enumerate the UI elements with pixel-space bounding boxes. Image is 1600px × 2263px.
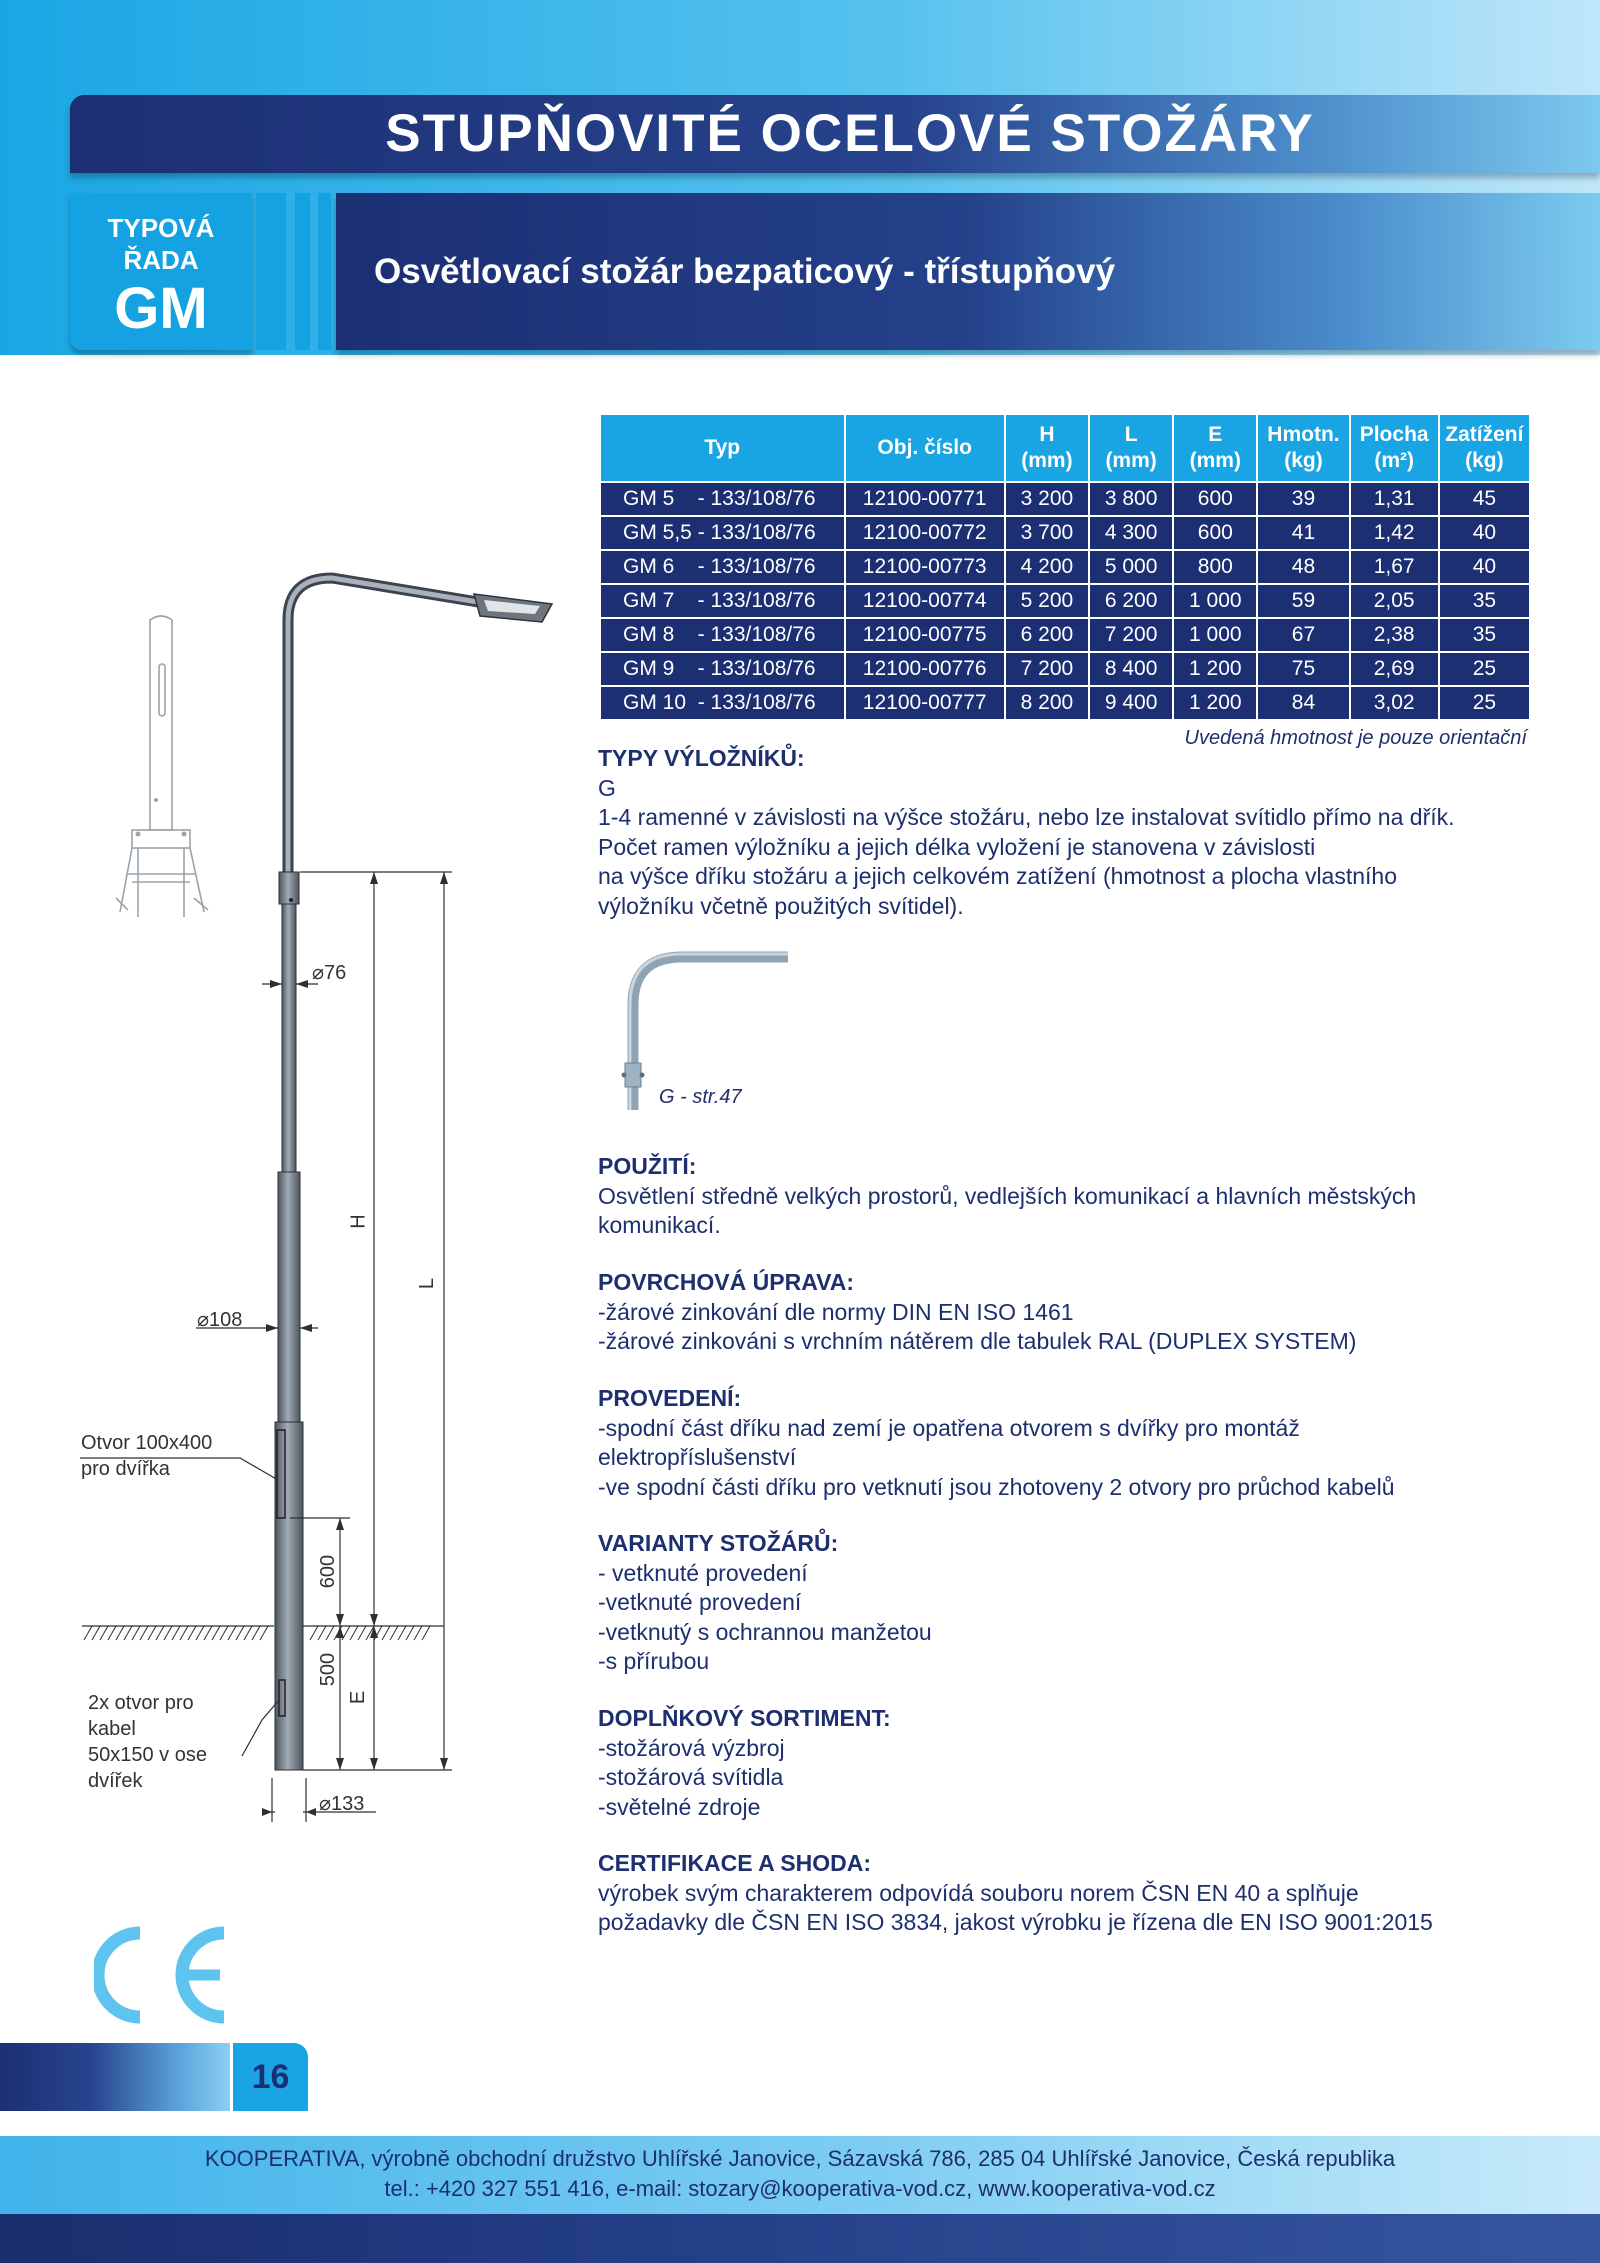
table-row <box>600 550 1530 584</box>
table-row <box>600 686 1530 720</box>
cell-obj-cislo: 12100-00777 <box>845 686 1005 720</box>
cable-holes-label-line2: kabel <box>88 1718 136 1740</box>
cell-hmotnost: 48 <box>1257 550 1349 584</box>
cell-h: 8 200 <box>1005 686 1089 720</box>
cell-l: 9 400 <box>1089 686 1173 720</box>
table-row <box>600 482 1530 516</box>
door-opening-label-line1: Otvor 100x400 <box>81 1432 213 1454</box>
cell-zatizeni: 40 <box>1439 550 1530 584</box>
footer <box>0 2136 1600 2214</box>
cell-h: 7 200 <box>1005 652 1089 686</box>
cell-obj-cislo: 12100-00772 <box>845 516 1005 550</box>
section-line: Osvětlení středně velkých prostorů, vedlejších komunikací a hlavních městských <box>598 1182 1417 1209</box>
series-label-line1: TYPOVÁ <box>107 213 215 243</box>
page-subtitle: Osvětlovací stožár bezpaticový - třístupňový <box>374 252 1116 291</box>
dimension-600-label: 600 <box>317 1554 340 1589</box>
section-provedeni <box>598 1384 1558 1502</box>
footer-company-line: KOOPERATIVA, výrobně obchodní družstvo Uhlířské Janovice, Sázavská 786, 285 04 Uhlířské Janovice, Česká republika <box>204 2146 1396 2171</box>
section-line: -světelné zdroje <box>598 1793 761 1820</box>
cell-hmotnost: 59 <box>1257 584 1349 618</box>
cell-l: 4 300 <box>1089 516 1173 550</box>
cell-hmotnost: 39 <box>1257 482 1349 516</box>
cell-obj-cislo: 12100-00773 <box>845 550 1005 584</box>
cell-obj-cislo: 12100-00771 <box>845 482 1005 516</box>
cell-typ: GM 7 - 133/108/76 <box>600 584 845 618</box>
section-povrchova-uprava <box>598 1268 1558 1357</box>
cell-obj-cislo: 12100-00776 <box>845 652 1005 686</box>
table-row <box>600 652 1530 686</box>
ce-mark-icon <box>94 1925 234 2025</box>
section-line: -žárové zinkování dle normy DIN EN ISO 1461 <box>598 1298 1074 1325</box>
cell-e: 600 <box>1173 482 1257 516</box>
cell-zatizeni: 35 <box>1439 618 1530 652</box>
cell-zatizeni: 25 <box>1439 652 1530 686</box>
cell-h: 5 200 <box>1005 584 1089 618</box>
section-heading: POUŽITÍ: <box>598 1153 697 1179</box>
spec-table <box>599 413 1531 721</box>
col-header-obj-cislo: Obj. číslo <box>845 414 1005 482</box>
cell-typ: GM 5 - 133/108/76 <box>600 482 845 516</box>
section-heading: PROVEDENÍ: <box>598 1385 742 1411</box>
pole-drawing <box>0 0 600 1900</box>
section-vylozniky <box>598 744 1558 921</box>
section-line: -s přírubou <box>598 1648 710 1674</box>
table-row <box>600 618 1530 652</box>
dimension-h-label: H <box>347 1214 370 1229</box>
section-heading: POVRCHOVÁ ÚPRAVA: <box>598 1269 854 1295</box>
cell-h: 3 200 <box>1005 482 1089 516</box>
dimension-e-label: E <box>347 1690 370 1705</box>
cell-e: 1 200 <box>1173 686 1257 720</box>
section-line: výložníku včetně použitých svítidel). <box>598 892 964 919</box>
cell-plocha: 1,67 <box>1350 550 1439 584</box>
section-heading: VARIANTY STOŽÁRŮ: <box>598 1530 839 1556</box>
cell-typ: GM 9 - 133/108/76 <box>600 652 845 686</box>
cell-zatizeni: 25 <box>1439 686 1530 720</box>
section-doplnky <box>598 1704 1558 1822</box>
cell-hmotnost: 67 <box>1257 618 1349 652</box>
cell-e: 1 200 <box>1173 652 1257 686</box>
table-header-row <box>600 414 1530 482</box>
cell-l: 6 200 <box>1089 584 1173 618</box>
section-line: -vetknuté provedení <box>598 1589 802 1615</box>
section-line: 1-4 ramenné v závislosti na výšce stožáru, nebo lze instalovat svítidlo přímo na dřík. <box>598 804 1455 830</box>
cell-plocha: 3,02 <box>1350 686 1439 720</box>
cell-hmotnost: 75 <box>1257 652 1349 686</box>
table-row <box>600 584 1530 618</box>
diameter-108-label: ⌀108 <box>197 1309 243 1331</box>
cell-typ: GM 6 - 133/108/76 <box>600 550 845 584</box>
cell-plocha: 2,38 <box>1350 618 1439 652</box>
section-line: výrobek svým charakterem odpovídá souboru norem ČSN EN 40 a splňuje <box>598 1879 1359 1906</box>
cell-h: 3 700 <box>1005 516 1089 550</box>
col-header-hmotnost: Hmotn. (kg) <box>1257 414 1349 482</box>
cell-plocha: 2,05 <box>1350 584 1439 618</box>
col-header-plocha: Plocha (m²) <box>1350 414 1439 482</box>
section-line: na výšce dříku stožáru a jejich celkovém zatížení (hmotnost a plocha vlastního <box>598 863 1398 889</box>
table-row <box>600 516 1530 550</box>
series-code: GM <box>114 276 208 341</box>
page-number-strip <box>0 2043 230 2111</box>
series-label-line2: ŘADA <box>123 245 199 275</box>
section-line: -vetknutý s ochrannou manžetou <box>598 1618 932 1645</box>
door-opening-label-line2: pro dvířka <box>81 1458 170 1480</box>
cell-h: 6 200 <box>1005 618 1089 652</box>
diameter-76-label: ⌀76 <box>312 962 347 984</box>
diameter-133-label: ⌀133 <box>319 1793 365 1815</box>
cell-hmotnost: 84 <box>1257 686 1349 720</box>
cell-typ: GM 5,5 - 133/108/76 <box>600 516 845 550</box>
weight-note: Uvedená hmotnost je pouze orientační <box>1184 727 1527 749</box>
section-line: G <box>598 774 616 801</box>
cell-l: 3 800 <box>1089 482 1173 516</box>
col-header-zatizeni: Zatížení (kg) <box>1439 414 1530 482</box>
section-line: Počet ramen výložníku a jejich délka vyložení je stanovena v závislosti <box>598 833 1316 860</box>
cell-obj-cislo: 12100-00774 <box>845 584 1005 618</box>
cell-plocha: 1,31 <box>1350 482 1439 516</box>
cell-e: 1 000 <box>1173 584 1257 618</box>
section-line: -stožárová výzbroj <box>598 1734 785 1761</box>
cell-l: 5 000 <box>1089 550 1173 584</box>
section-line: -spodní část dříku nad zemí je opatřena otvorem s dvířky pro montáž <box>598 1414 1300 1441</box>
bracket-g-caption: G - str.47 <box>659 1086 742 1108</box>
col-header-typ: Typ <box>600 414 845 482</box>
section-line: -stožárová svítidla <box>598 1764 784 1790</box>
cell-h: 4 200 <box>1005 550 1089 584</box>
section-line: - vetknuté provedení <box>598 1559 808 1586</box>
dimension-500-label: 500 <box>317 1652 340 1687</box>
section-line: požadavky dle ČSN EN ISO 3834, jakost výrobku je řízena dle EN ISO 9001:2015 <box>598 1909 1433 1935</box>
cell-zatizeni: 45 <box>1439 482 1530 516</box>
section-line: elektropříslušenství <box>598 1444 797 1470</box>
cell-obj-cislo: 12100-00775 <box>845 618 1005 652</box>
page-title: STUPŇOVITÉ OCELOVÉ STOŽÁRY <box>385 104 1315 163</box>
cell-l: 7 200 <box>1089 618 1173 652</box>
section-heading: CERTIFIKACE A SHODA: <box>598 1850 872 1876</box>
cell-typ: GM 8 - 133/108/76 <box>600 618 845 652</box>
section-line: -ve spodní části dříku pro vetknutí jsou zhotoveny 2 otvory pro průchod kabelů <box>598 1473 1395 1500</box>
dimension-l-label: L <box>416 1277 439 1290</box>
cell-e: 600 <box>1173 516 1257 550</box>
section-varianty <box>598 1529 1558 1677</box>
cable-holes-label-line4: dvířek <box>88 1770 143 1792</box>
page-number: 16 <box>233 2043 308 2111</box>
cable-holes-label-line3: 50x150 v ose <box>88 1744 207 1766</box>
section-line: -žárové zinkováni s vrchním nátěrem dle tabulek RAL (DUPLEX SYSTEM) <box>598 1328 1357 1354</box>
section-heading: TYPY VÝLOŽNÍKŮ: <box>598 745 805 771</box>
cell-l: 8 400 <box>1089 652 1173 686</box>
col-header-h: H (mm) <box>1005 414 1089 482</box>
cell-zatizeni: 35 <box>1439 584 1530 618</box>
cell-plocha: 1,42 <box>1350 516 1439 550</box>
section-pouziti <box>598 1152 1558 1241</box>
section-line: komunikací. <box>598 1212 721 1238</box>
col-header-l: L (mm) <box>1089 414 1173 482</box>
footer-contact-line: tel.: +420 327 551 416, e-mail: stozary@kooperativa-vod.cz, www.kooperativa-vod.cz <box>384 2176 1216 2201</box>
bottom-band <box>0 2214 1600 2263</box>
cell-e: 800 <box>1173 550 1257 584</box>
cable-holes-label-line1: 2x otvor pro <box>88 1692 194 1714</box>
section-certifikace <box>598 1849 1558 1938</box>
cell-zatizeni: 40 <box>1439 516 1530 550</box>
cell-e: 1 000 <box>1173 618 1257 652</box>
cell-typ: GM 10 - 133/108/76 <box>600 686 845 720</box>
col-header-e: E (mm) <box>1173 414 1257 482</box>
cell-hmotnost: 41 <box>1257 516 1349 550</box>
section-heading: DOPLŇKOVÝ SORTIMENT: <box>598 1705 891 1731</box>
cell-plocha: 2,69 <box>1350 652 1439 686</box>
